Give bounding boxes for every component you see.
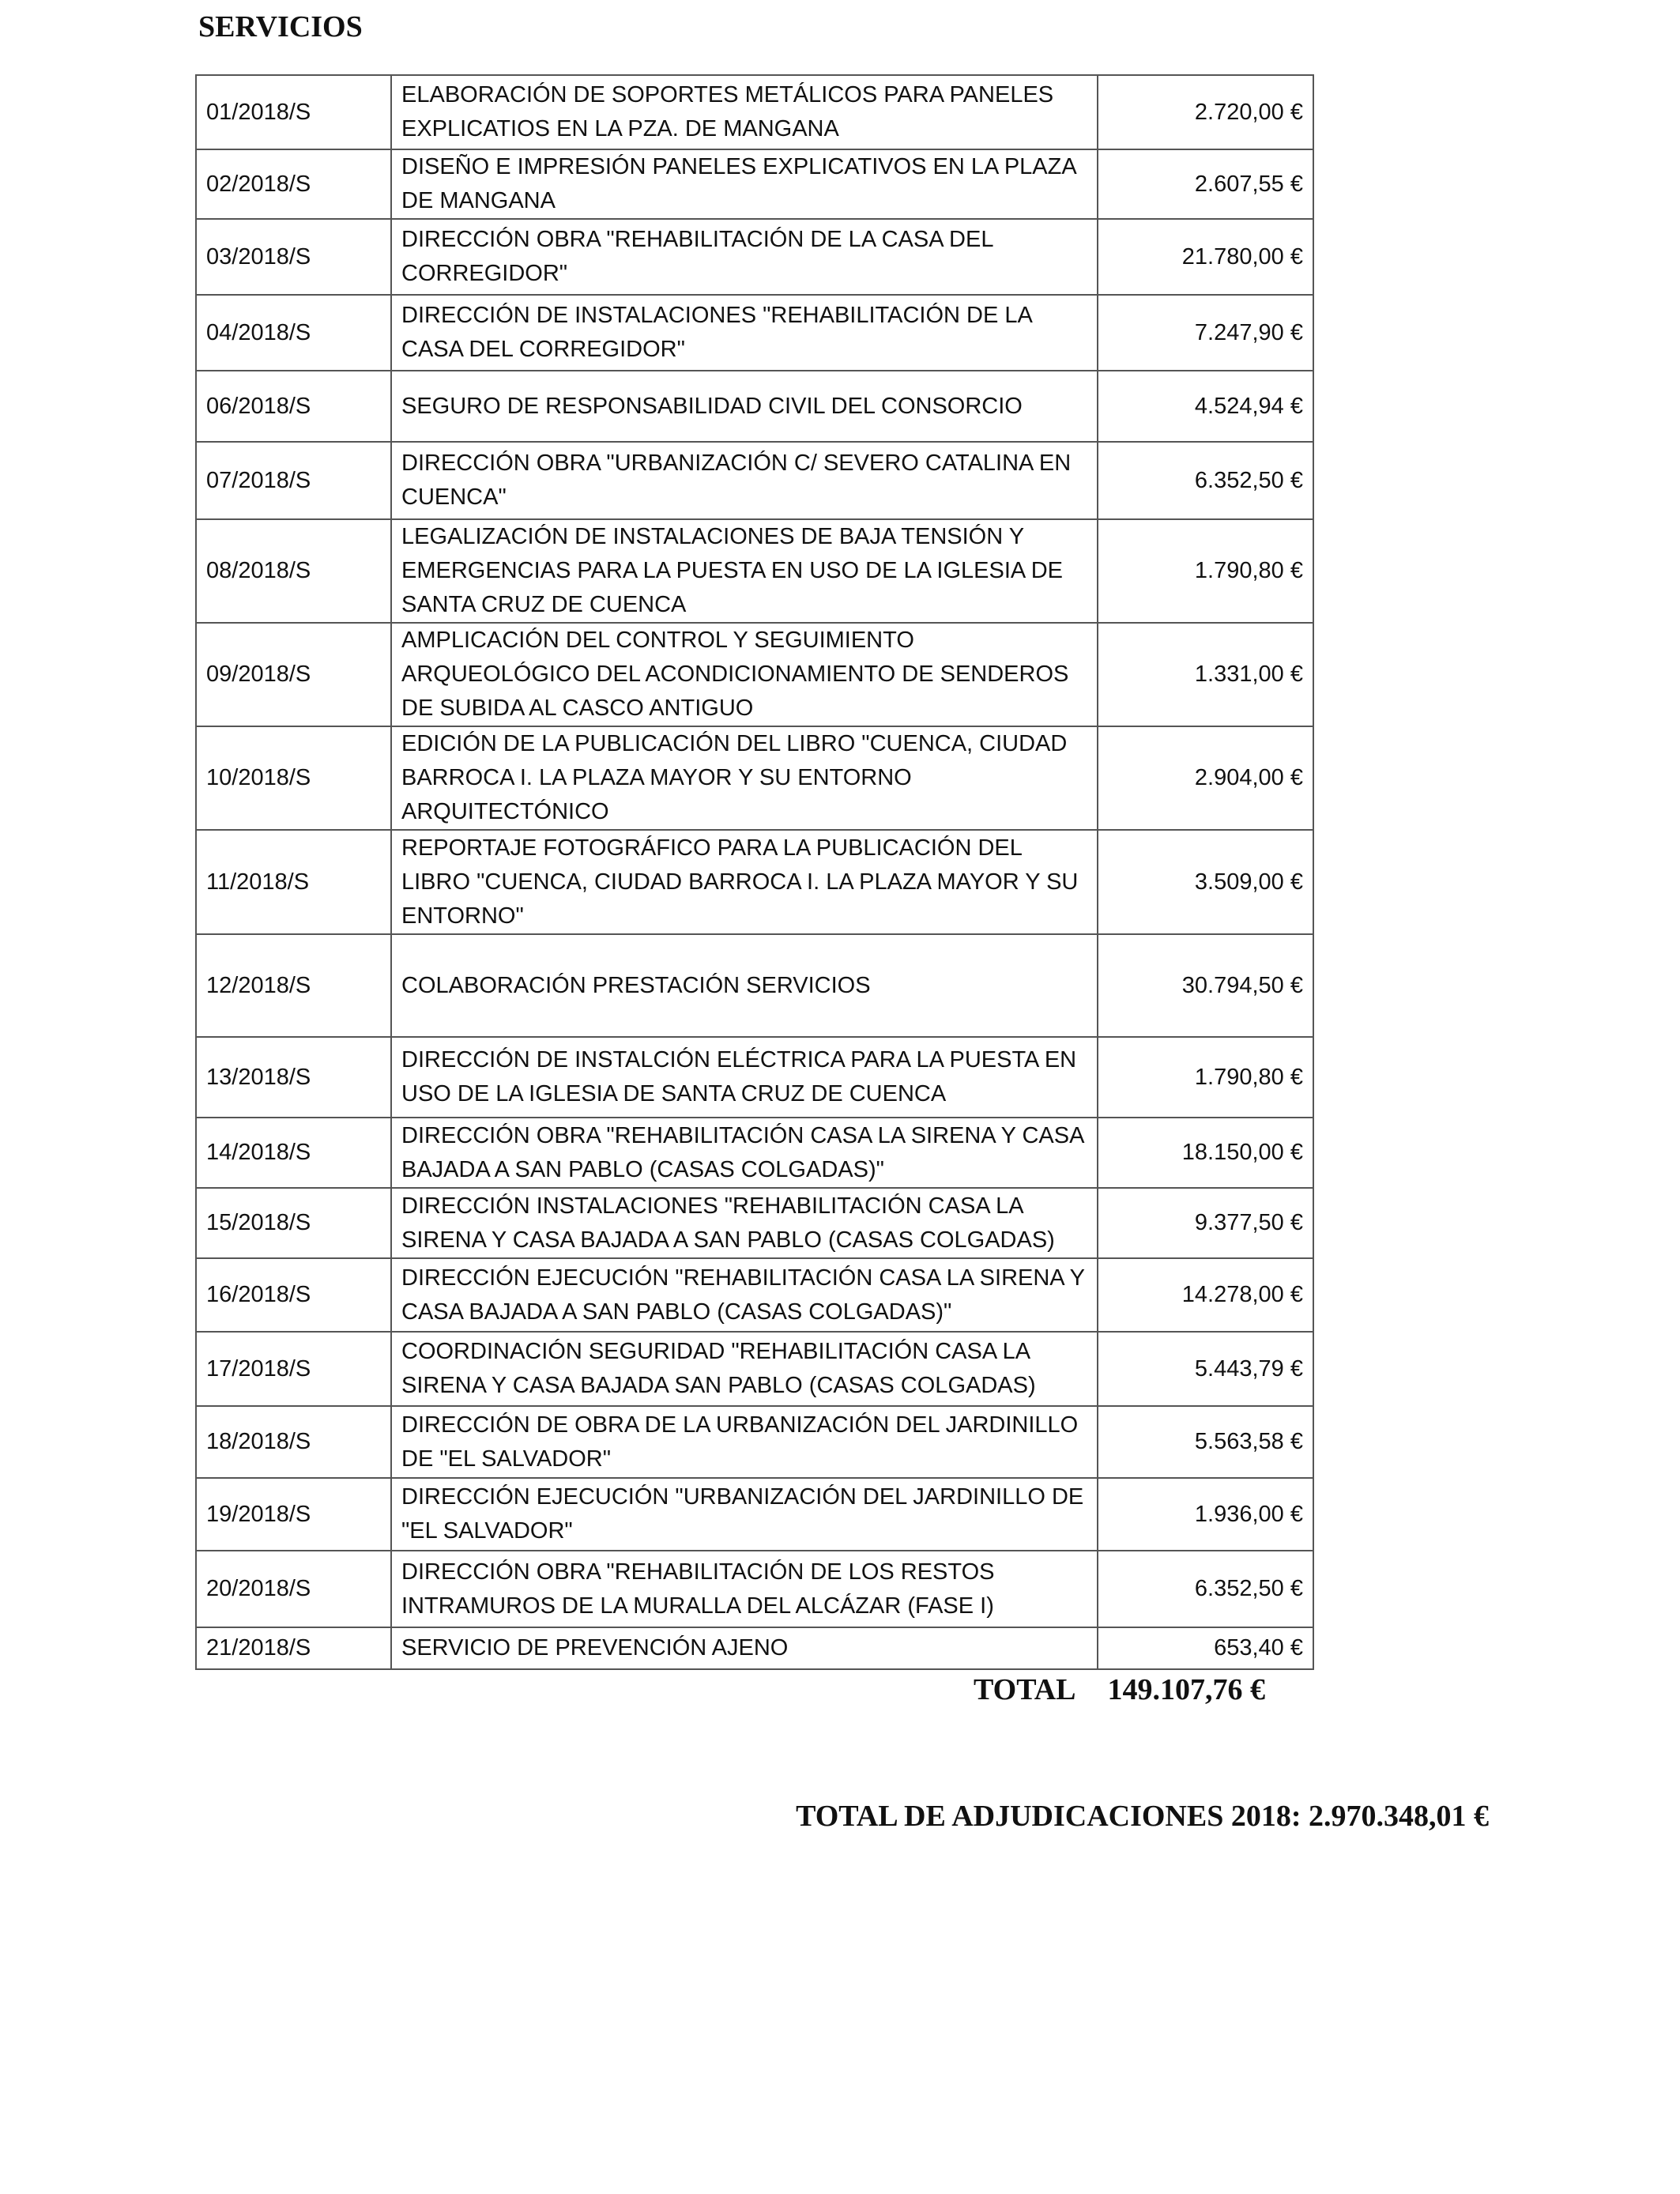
table-row — [196, 442, 1313, 519]
table-row — [196, 75, 1313, 149]
table-row — [196, 1478, 1313, 1551]
contract-amount: 5.443,79 € — [1098, 1332, 1313, 1406]
table-row — [196, 934, 1313, 1037]
table-row — [196, 1037, 1313, 1118]
services-table-body — [196, 75, 1313, 1669]
contract-description: REPORTAJE FOTOGRÁFICO PARA LA PUBLICACIÓN DEL LIBRO "CUENCA, CIUDAD BARROCA I. LA PLAZA MAYOR Y SU ENTORNO" — [391, 830, 1098, 934]
table-row — [196, 830, 1313, 934]
contract-description: DIRECCIÓN OBRA "URBANIZACIÓN C/ SEVERO CATALINA EN CUENCA" — [391, 442, 1098, 519]
contract-code: 06/2018/S — [196, 371, 391, 442]
contract-description: AMPLICACIÓN DEL CONTROL Y SEGUIMIENTO ARQUEOLÓGICO DEL ACONDICIONAMIENTO DE SENDEROS DE SUBIDA AL CASCO ANTIGUO — [391, 623, 1098, 726]
contract-amount: 1.790,80 € — [1098, 519, 1313, 623]
contract-amount: 9.377,50 € — [1098, 1188, 1313, 1258]
grand-total: TOTAL DE ADJUDICACIONES 2018: 2.970.348,01 € — [796, 1800, 1489, 1833]
table-row — [196, 1188, 1313, 1258]
contract-code: 07/2018/S — [196, 442, 391, 519]
contract-code: 15/2018/S — [196, 1188, 391, 1258]
contract-amount: 1.790,80 € — [1098, 1037, 1313, 1118]
contract-code: 03/2018/S — [196, 219, 391, 295]
contract-code: 21/2018/S — [196, 1627, 391, 1669]
contract-amount: 1.936,00 € — [1098, 1478, 1313, 1551]
contract-description: DIRECCIÓN DE INSTALACIONES "REHABILITACIÓN DE LA CASA DEL CORREGIDOR" — [391, 295, 1098, 371]
table-row — [196, 295, 1313, 371]
total-label: TOTAL — [974, 1673, 1076, 1706]
contract-code: 19/2018/S — [196, 1478, 391, 1551]
contract-code: 12/2018/S — [196, 934, 391, 1037]
contract-code: 08/2018/S — [196, 519, 391, 623]
contract-amount: 2.607,55 € — [1098, 149, 1313, 219]
table-row — [196, 519, 1313, 623]
total-value: 149.107,76 € — [1107, 1673, 1266, 1706]
contract-amount: 5.563,58 € — [1098, 1406, 1313, 1478]
contract-description: DISEÑO E IMPRESIÓN PANELES EXPLICATIVOS EN LA PLAZA DE MANGANA — [391, 149, 1098, 219]
contract-amount: 18.150,00 € — [1098, 1118, 1313, 1188]
contract-description: DIRECCIÓN OBRA "REHABILITACIÓN DE LA CASA DEL CORREGIDOR" — [391, 219, 1098, 295]
contract-amount: 21.780,00 € — [1098, 219, 1313, 295]
table-row — [196, 1258, 1313, 1332]
contract-amount: 653,40 € — [1098, 1627, 1313, 1669]
contract-code: 17/2018/S — [196, 1332, 391, 1406]
services-table — [195, 74, 1314, 1670]
contract-amount: 4.524,94 € — [1098, 371, 1313, 442]
services-total — [974, 1669, 1265, 1710]
contract-amount: 2.904,00 € — [1098, 726, 1313, 830]
contract-description: SERVICIO DE PREVENCIÓN AJENO — [391, 1627, 1098, 1669]
contract-code: 16/2018/S — [196, 1258, 391, 1332]
contract-amount: 2.720,00 € — [1098, 75, 1313, 149]
table-row — [196, 1406, 1313, 1478]
contract-code: 20/2018/S — [196, 1551, 391, 1627]
contract-code: 01/2018/S — [196, 75, 391, 149]
contract-description: COLABORACIÓN PRESTACIÓN SERVICIOS — [391, 934, 1098, 1037]
contract-amount: 7.247,90 € — [1098, 295, 1313, 371]
contract-code: 18/2018/S — [196, 1406, 391, 1478]
contract-amount: 6.352,50 € — [1098, 442, 1313, 519]
contract-description: COORDINACIÓN SEGURIDAD "REHABILITACIÓN CASA LA SIRENA Y CASA BAJADA SAN PABLO (CASAS COLGADAS) — [391, 1332, 1098, 1406]
table-row — [196, 1332, 1313, 1406]
contract-amount: 3.509,00 € — [1098, 830, 1313, 934]
contract-description: SEGURO DE RESPONSABILIDAD CIVIL DEL CONSORCIO — [391, 371, 1098, 442]
table-row — [196, 371, 1313, 442]
contract-description: DIRECCIÓN EJECUCIÓN "REHABILITACIÓN CASA LA SIRENA Y CASA BAJADA A SAN PABLO (CASAS COLGADAS)" — [391, 1258, 1098, 1332]
contract-description: LEGALIZACIÓN DE INSTALACIONES DE BAJA TENSIÓN Y EMERGENCIAS PARA LA PUESTA EN USO DE LA IGLESIA DE SANTA CRUZ DE CUENCA — [391, 519, 1098, 623]
contract-code: 11/2018/S — [196, 830, 391, 934]
contract-description: EDICIÓN DE LA PUBLICACIÓN DEL LIBRO "CUENCA, CIUDAD BARROCA I. LA PLAZA MAYOR Y SU ENTORNO ARQUITECTÓNICO — [391, 726, 1098, 830]
contract-amount: 30.794,50 € — [1098, 934, 1313, 1037]
contract-description: DIRECCIÓN OBRA "REHABILITACIÓN CASA LA SIRENA Y CASA BAJADA A SAN PABLO (CASAS COLGADAS)" — [391, 1118, 1098, 1188]
contract-description: DIRECCIÓN DE OBRA DE LA URBANIZACIÓN DEL JARDINILLO DE "EL SALVADOR" — [391, 1406, 1098, 1478]
table-row — [196, 623, 1313, 726]
contract-code: 14/2018/S — [196, 1118, 391, 1188]
contract-description: DIRECCIÓN DE INSTALCIÓN ELÉCTRICA PARA LA PUESTA EN USO DE LA IGLESIA DE SANTA CRUZ DE CUENCA — [391, 1037, 1098, 1118]
section-title: SERVICIOS — [198, 10, 363, 43]
table-row — [196, 1551, 1313, 1627]
contract-amount: 6.352,50 € — [1098, 1551, 1313, 1627]
contract-description: DIRECCIÓN EJECUCIÓN "URBANIZACIÓN DEL JARDINILLO DE "EL SALVADOR" — [391, 1478, 1098, 1551]
contract-code: 02/2018/S — [196, 149, 391, 219]
table-row — [196, 219, 1313, 295]
contract-code: 13/2018/S — [196, 1037, 391, 1118]
contract-description: ELABORACIÓN DE SOPORTES METÁLICOS PARA PANELES EXPLICATIOS EN LA PZA. DE MANGANA — [391, 75, 1098, 149]
contract-description: DIRECCIÓN OBRA "REHABILITACIÓN DE LOS RESTOS INTRAMUROS DE LA MURALLA DEL ALCÁZAR (FASE I) — [391, 1551, 1098, 1627]
contract-description: DIRECCIÓN INSTALACIONES "REHABILITACIÓN CASA LA SIRENA Y CASA BAJADA A SAN PABLO (CASAS COLGADAS) — [391, 1188, 1098, 1258]
contract-code: 10/2018/S — [196, 726, 391, 830]
contract-code: 09/2018/S — [196, 623, 391, 726]
table-row — [196, 149, 1313, 219]
table-row — [196, 726, 1313, 830]
contract-code: 04/2018/S — [196, 295, 391, 371]
table-row — [196, 1627, 1313, 1669]
table-row — [196, 1118, 1313, 1188]
contract-amount: 1.331,00 € — [1098, 623, 1313, 726]
contract-amount: 14.278,00 € — [1098, 1258, 1313, 1332]
